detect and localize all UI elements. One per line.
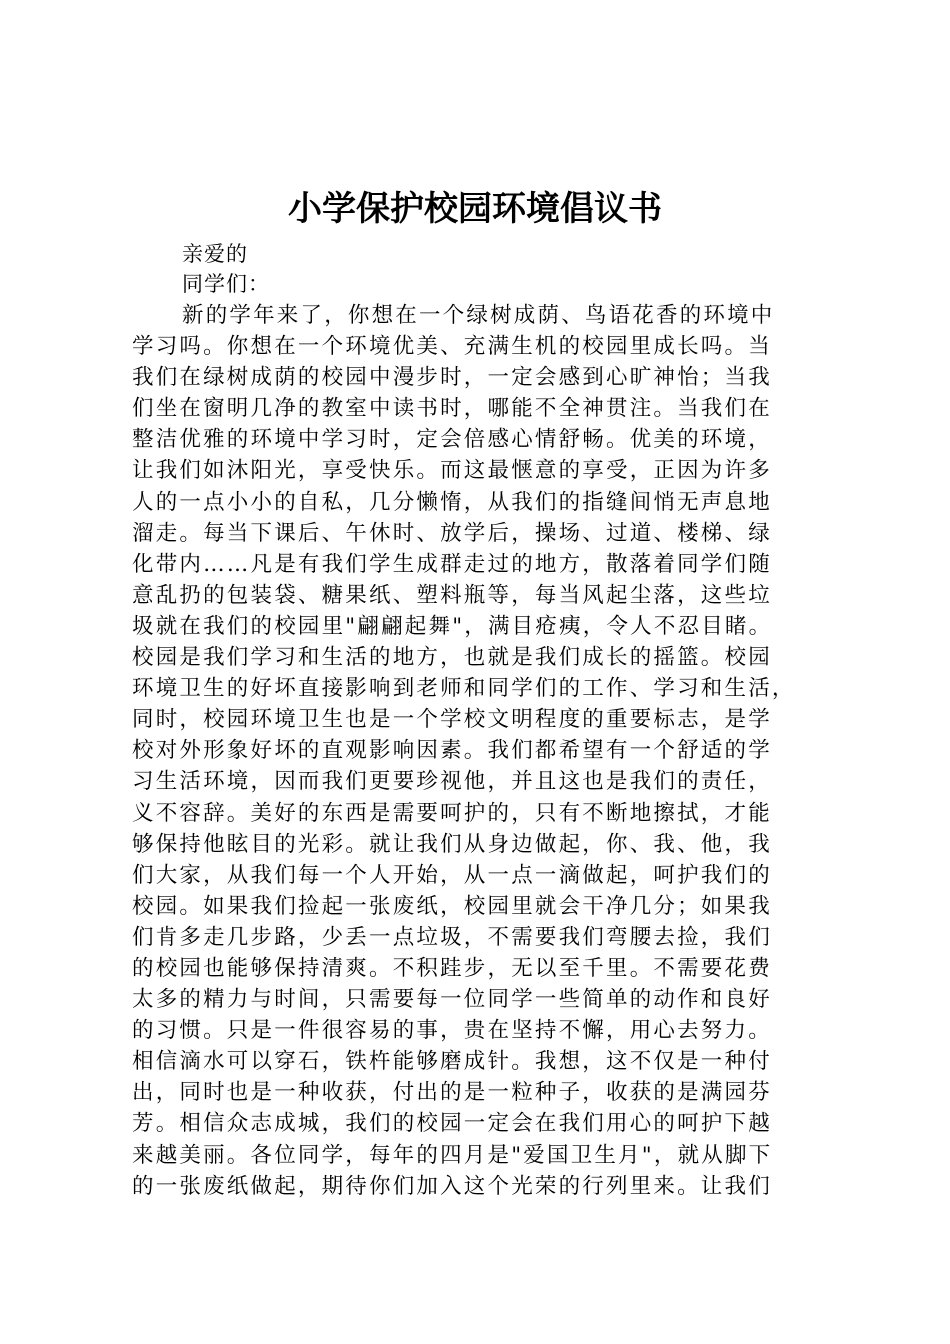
text-line: 人的一点小小的自私，几分懒惰，从我们的指缝间悄无声息地 (132, 489, 772, 515)
text-line: 校园是我们学习和生活的地方，也就是我们成长的摇篮。校园 (132, 645, 772, 671)
text-line: 校园。如果我们捡起一张废纸，校园里就会干净几分；如果我 (132, 893, 772, 919)
text-line: 化带内……凡是有我们学生成群走过的地方，散落着同学们随 (132, 551, 772, 577)
text-line: 芳。相信众志成城，我们的校园一定会在我们用心的呵护下越 (132, 1111, 772, 1137)
salutation-line-1: 亲爱的 (182, 242, 248, 266)
text-line: 们肯多走几步路，少丢一点垃圾，不需要我们弯腰去捡，我们 (132, 924, 772, 950)
text-line: 学习吗。你想在一个环境优美、充满生机的校园里成长吗。当 (132, 334, 772, 360)
text-line: 的习惯。只是一件很容易的事，贵在坚持不懈，用心去努力。 (132, 1018, 772, 1044)
text-line: 溜走。每当下课后、午休时、放学后，操场、过道、楼梯、绿 (132, 520, 772, 546)
document-title: 小学保护校园环境倡议书 (288, 189, 662, 229)
text-line: 我们在绿树成荫的校园中漫步时，一定会感到心旷神怡；当我 (132, 365, 772, 391)
text-line: 环境卫生的好坏直接影响到老师和同学们的工作、学习和生活， (132, 676, 796, 702)
text-line: 整洁优雅的环境中学习时，定会倍感心情舒畅。优美的环境， (132, 427, 772, 453)
text-line: 同时，校园环境卫生也是一个学校文明程度的重要标志，是学 (132, 707, 772, 733)
text-line: 意乱扔的包装袋、糖果纸、塑料瓶等，每当风起尘落，这些垃 (132, 582, 772, 608)
text-line: 来越美丽。各位同学，每年的四月是"爱国卫生月"，就从脚下 (132, 1142, 773, 1168)
body-paragraph (132, 300, 832, 1202)
text-line: 习生活环境，因而我们更要珍视他，并且这也是我们的责任， (132, 769, 772, 795)
text-line: 义不容辞。美好的东西是需要呵护的，只有不断地擦拭，才能 (132, 800, 772, 826)
text-line: 们大家，从我们每一个人开始，从一点一滴做起，呵护我们的 (132, 862, 772, 888)
text-line: 太多的精力与时间，只需要每一位同学一些简单的动作和良好 (132, 987, 772, 1013)
salutation-line-2: 同学们： (182, 272, 270, 296)
text-line: 让我们如沐阳光，享受快乐。而这最惬意的享受，正因为许多 (132, 458, 772, 484)
text-line: 相信滴水可以穿石，铁杵能够磨成针。我想，这不仅是一种付 (132, 1049, 772, 1075)
text-line: 校对外形象好坏的直观影响因素。我们都希望有一个舒适的学 (132, 738, 772, 764)
text-line: 够保持他眩目的光彩。就让我们从身边做起，你、我、他，我 (132, 831, 772, 857)
text-line: 们坐在窗明几净的教室中读书时，哪能不全神贯注。当我们在 (132, 396, 772, 422)
text-line: 的一张废纸做起，期待你们加入这个光荣的行列里来。让我们 (132, 1173, 772, 1199)
text-line: 的校园也能够保持清爽。不积跬步，无以至千里。不需要花费 (132, 955, 772, 981)
text-line: 新的学年来了，你想在一个绿树成荫、鸟语花香的环境中 (182, 303, 775, 328)
text-line: 出，同时也是一种收获，付出的是一粒种子，收获的是满园芬 (132, 1080, 772, 1106)
text-line: 圾就在我们的校园里"翩翩起舞"，满目疮痍，令人不忍目睹。 (132, 613, 773, 639)
